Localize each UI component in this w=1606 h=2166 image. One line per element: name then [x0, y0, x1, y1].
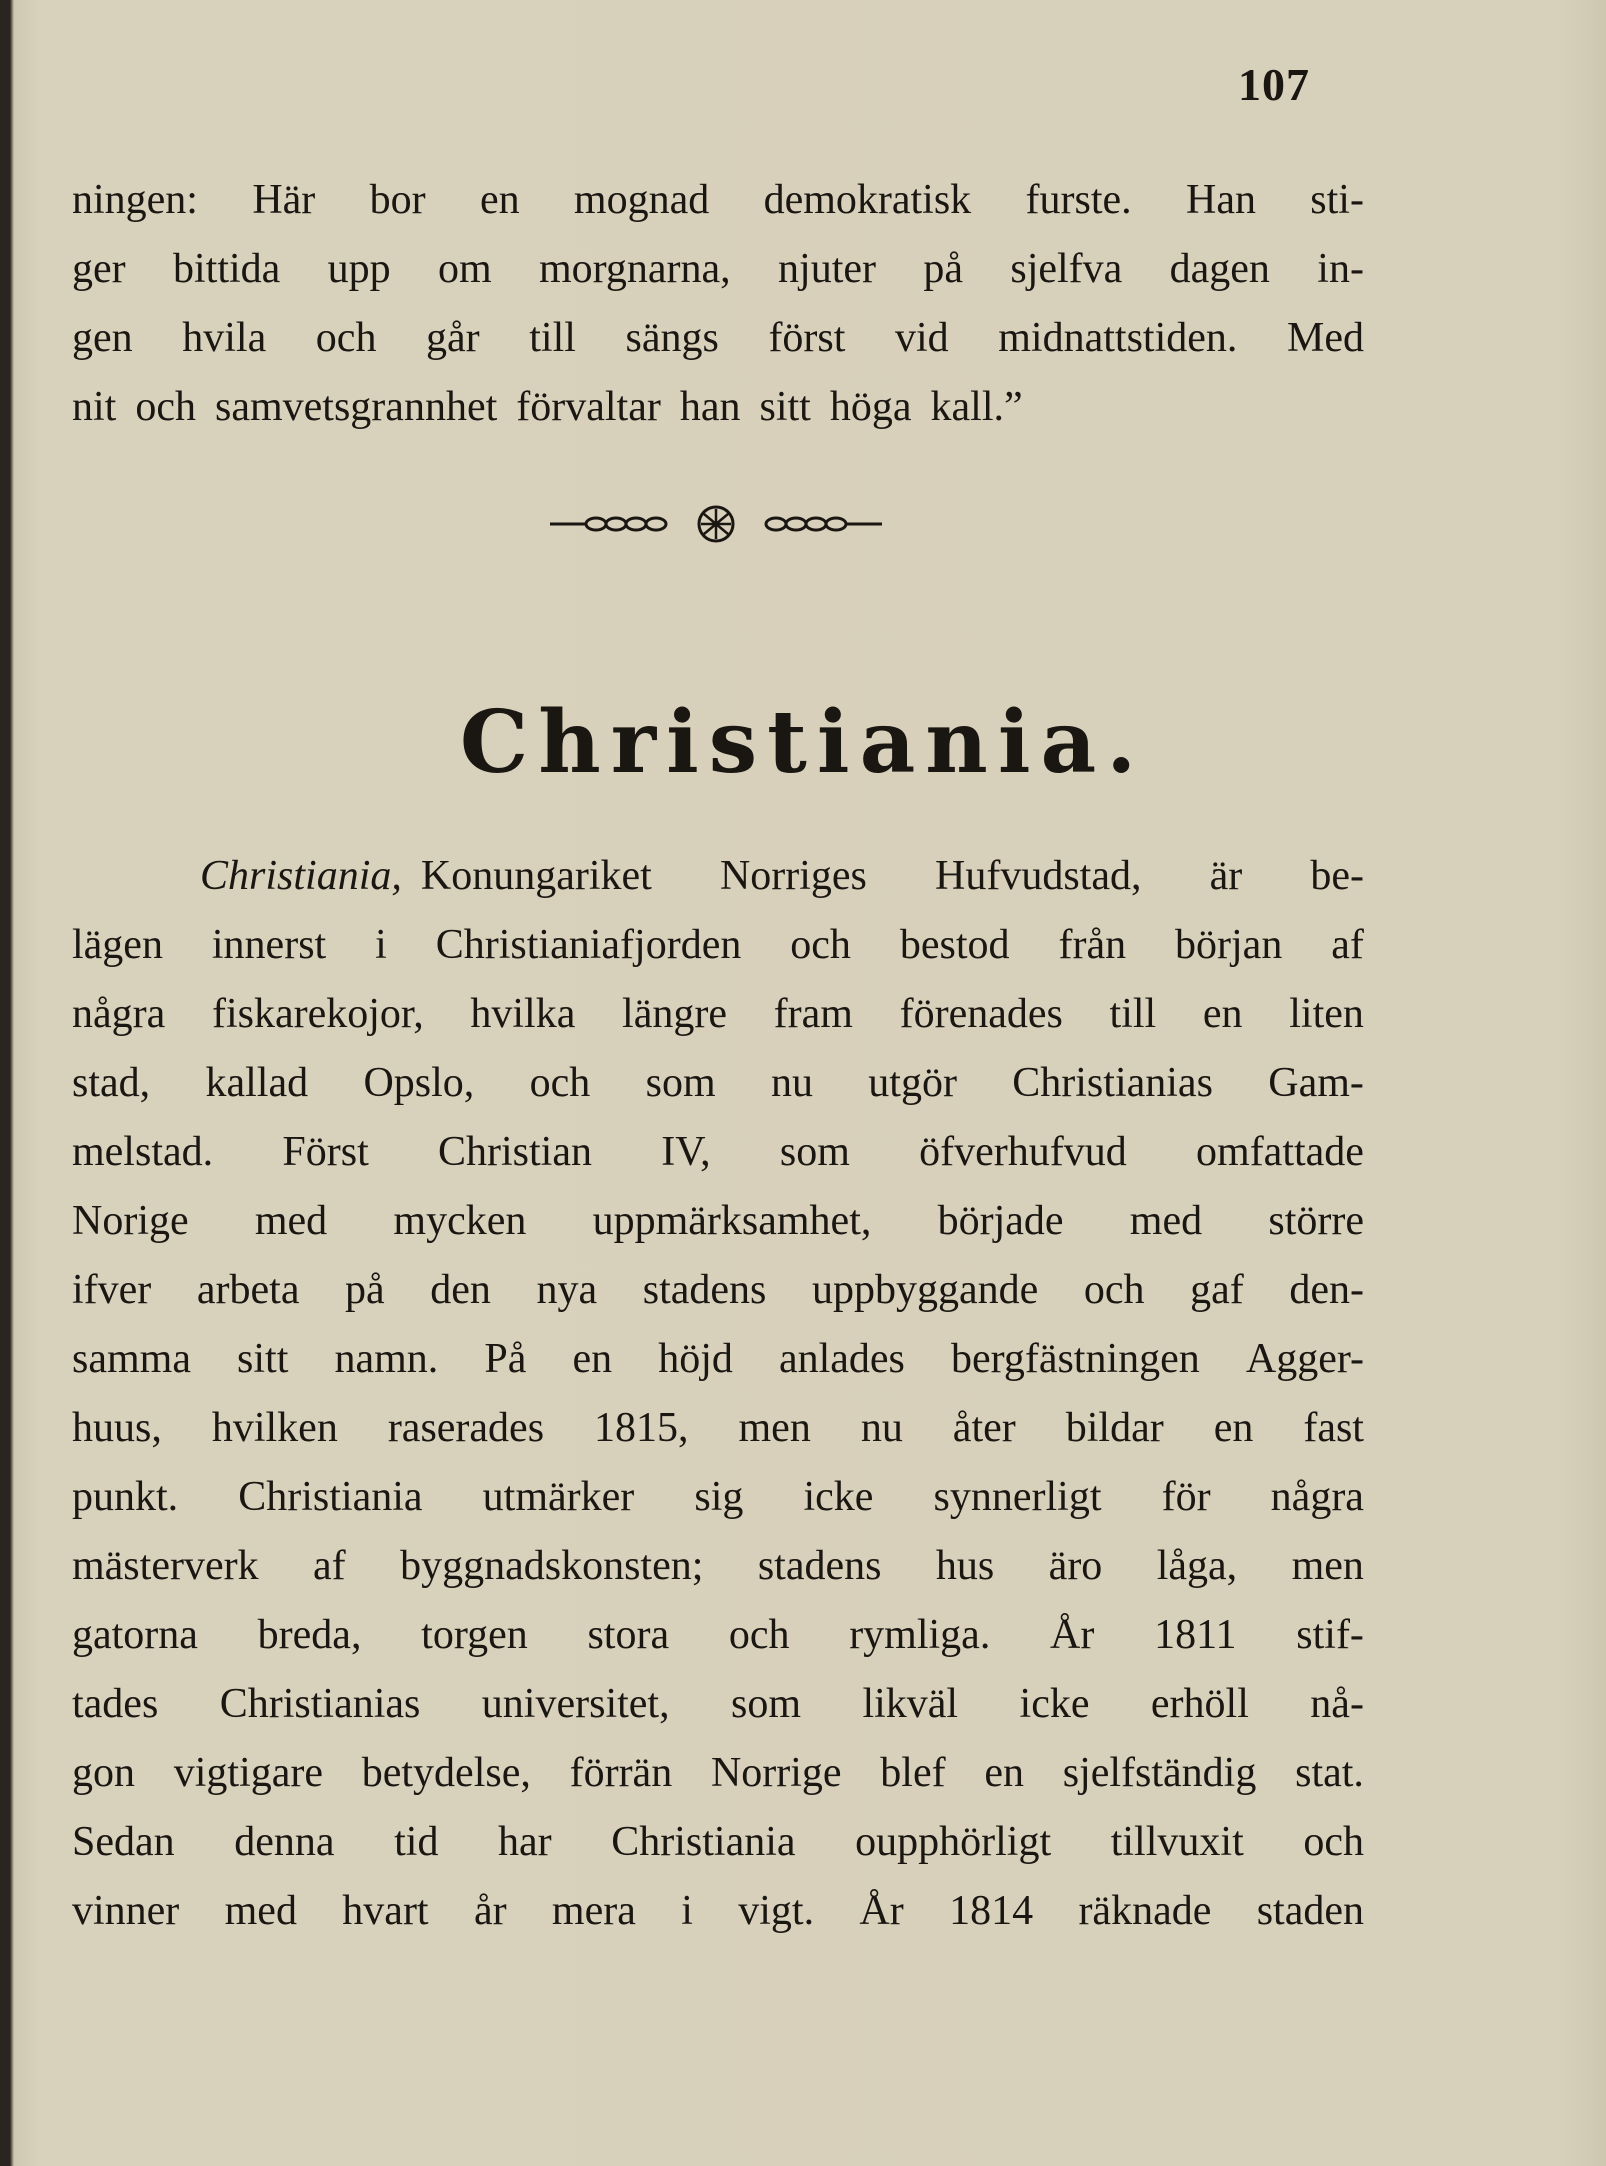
word: nå- [1310, 1681, 1364, 1727]
word: breda, [257, 1612, 362, 1658]
text-line [72, 304, 1364, 373]
word: Hufvudstad, [935, 853, 1142, 899]
word: Norige [72, 1198, 189, 1244]
word: sjelfva [1010, 246, 1123, 292]
word: höga [829, 384, 912, 430]
word: Christianias [219, 1681, 421, 1727]
word: Norriges [719, 853, 867, 899]
word: mästerverk [72, 1543, 259, 1589]
text-line [72, 1394, 1364, 1463]
word: nit [72, 384, 117, 430]
word: låga, [1156, 1543, 1238, 1589]
word: nya [536, 1267, 598, 1313]
word: som [731, 1681, 802, 1727]
word: 1815, [594, 1405, 689, 1451]
word: och [728, 1612, 790, 1658]
word: mognad [573, 177, 710, 223]
word: oupphörligt [855, 1819, 1052, 1865]
word: kallad [205, 1060, 309, 1106]
word: erhöll [1150, 1681, 1249, 1727]
word: nu [770, 1060, 813, 1106]
word: några [1270, 1474, 1364, 1520]
word: uppbyggande [811, 1267, 1039, 1313]
body-lines [72, 911, 1364, 1946]
word: vid [895, 315, 949, 361]
word: gon [72, 1750, 135, 1796]
word: huus, [72, 1405, 162, 1451]
word: in- [1317, 246, 1364, 292]
word: Christianias [1012, 1060, 1213, 1106]
word: be- [1310, 853, 1364, 899]
word: omfattade [1196, 1129, 1364, 1175]
word: melstad. [72, 1129, 214, 1175]
word: ningen: [72, 177, 198, 223]
word: i [375, 922, 387, 968]
word: ifver [72, 1267, 152, 1313]
word: namn. [334, 1336, 439, 1382]
word: en [984, 1750, 1024, 1796]
text-line [72, 911, 1364, 980]
word: hvilka [470, 991, 576, 1037]
word: förrän [569, 1750, 673, 1796]
word: demokratisk [763, 177, 972, 223]
word: äro [1048, 1543, 1103, 1589]
word: räknade [1078, 1888, 1212, 1934]
word: år [473, 1888, 507, 1934]
word: Agger- [1245, 1336, 1364, 1382]
text-line [72, 1670, 1364, 1739]
text-line [72, 1118, 1364, 1187]
word: den- [1289, 1267, 1364, 1313]
word: tillvuxit [1110, 1819, 1244, 1865]
word: med [254, 1198, 328, 1244]
word: staden [1256, 1888, 1364, 1934]
word: Han [1185, 177, 1256, 223]
word: tades [72, 1681, 159, 1727]
word: Först [282, 1129, 369, 1175]
word: sitt [759, 384, 811, 430]
word: af [313, 1543, 346, 1589]
word: början [1175, 922, 1283, 968]
ornamental-divider-icon [546, 502, 886, 546]
word: vinner [72, 1888, 180, 1934]
word: och [1083, 1267, 1145, 1313]
word: stad, [72, 1060, 151, 1106]
word: från [1058, 922, 1127, 968]
section-heading: Christiania. [459, 692, 1147, 793]
word: förenades [899, 991, 1063, 1037]
word: mera [551, 1888, 636, 1934]
word: År [1050, 1612, 1095, 1658]
word: mycken [393, 1198, 527, 1244]
lead-word: Christiania, [200, 853, 402, 899]
word: torgen [421, 1612, 528, 1658]
word: började [937, 1198, 1064, 1244]
word: sängs [625, 315, 719, 361]
word: sitt [237, 1336, 289, 1382]
text-line [72, 1877, 1364, 1946]
word: fram [773, 991, 853, 1037]
word: Med [1287, 315, 1364, 361]
word: bittida [172, 246, 281, 292]
page-number: 107 [1238, 59, 1310, 110]
word: en [479, 177, 520, 223]
word: som [645, 1060, 716, 1106]
word: icke [803, 1474, 874, 1520]
word: en [572, 1336, 613, 1382]
word: men [738, 1405, 811, 1451]
word: synnerligt [933, 1474, 1102, 1520]
word: denna [234, 1819, 335, 1865]
word: och [790, 922, 851, 968]
word: går [426, 315, 480, 361]
word: sjelfständig [1062, 1750, 1257, 1796]
text-line [72, 980, 1364, 1049]
first-line [72, 842, 1364, 911]
word: hvart [342, 1888, 429, 1934]
word: byggnadskonsten; [400, 1543, 704, 1589]
word: bergfästningen [950, 1336, 1200, 1382]
word: gatorna [72, 1612, 198, 1658]
word: Här [252, 177, 316, 223]
word: 1811 [1154, 1612, 1237, 1658]
word: arbeta [196, 1267, 300, 1313]
word: har [498, 1819, 552, 1865]
word: liten [1289, 991, 1364, 1037]
word: samvetsgrannhet [215, 384, 498, 430]
word: likväl [862, 1681, 959, 1727]
word: Christianiafjorden [435, 922, 742, 968]
word: innerst [211, 922, 327, 968]
text-line [72, 166, 1364, 235]
word: Norrige [710, 1750, 842, 1796]
text-line [72, 1325, 1364, 1394]
word: stadens [642, 1267, 767, 1313]
word: af [1331, 922, 1364, 968]
word: åter [952, 1405, 1016, 1451]
word: fiskarekojor, [211, 991, 424, 1037]
word: med [224, 1888, 297, 1934]
text-line [72, 1049, 1364, 1118]
word: vigt. [738, 1888, 815, 1934]
word: Christiania [238, 1474, 423, 1520]
word: morgnarna, [539, 246, 731, 292]
word: furste. [1025, 177, 1132, 223]
word: njuter [778, 246, 876, 292]
word: stora [587, 1612, 670, 1658]
word: han [679, 384, 741, 430]
word: rymliga. [849, 1612, 991, 1658]
word: fast [1303, 1405, 1364, 1451]
word: några [72, 991, 166, 1037]
word: stif- [1296, 1612, 1364, 1658]
word: i [681, 1888, 693, 1934]
word: en [1202, 991, 1243, 1037]
word: på [923, 246, 963, 292]
word: samma [72, 1336, 191, 1382]
word: men [1291, 1543, 1364, 1589]
word: uppmärksamhet, [592, 1198, 872, 1244]
text-line [72, 1739, 1364, 1808]
word: Opslo, [363, 1060, 475, 1106]
word: tid [394, 1819, 439, 1865]
word: År [859, 1888, 904, 1934]
word: Christiania [611, 1819, 796, 1865]
word: Sedan [72, 1819, 175, 1865]
word: en [1213, 1405, 1254, 1451]
continuation-paragraph [72, 166, 1364, 442]
text-line [72, 1808, 1364, 1877]
text-line [72, 1187, 1364, 1256]
word: raserades [387, 1405, 545, 1451]
word: sig [694, 1474, 744, 1520]
word: gaf [1190, 1267, 1244, 1313]
word: för [1161, 1474, 1211, 1520]
word: bildar [1065, 1405, 1164, 1451]
word: på [345, 1267, 385, 1313]
word: vigtigare [173, 1750, 324, 1796]
word: På [484, 1336, 527, 1382]
word: anlades [778, 1336, 905, 1382]
word: IV, [661, 1129, 711, 1175]
text-line [72, 1601, 1364, 1670]
word: bestod [899, 922, 1010, 968]
word: nu [860, 1405, 903, 1451]
word: upp [327, 246, 391, 292]
section-body [72, 842, 1364, 1946]
word: större [1268, 1198, 1364, 1244]
word: midnattstiden. [998, 315, 1238, 361]
word: Konungariket [420, 853, 652, 899]
word: dagen [1169, 246, 1270, 292]
word: bor [369, 177, 426, 223]
first-line-rest [421, 842, 1364, 911]
word: höjd [658, 1336, 733, 1382]
word: ger [72, 246, 126, 292]
word: förvaltar [516, 384, 661, 430]
word: till [529, 315, 576, 361]
word: om [438, 246, 492, 292]
word: utmärker [482, 1474, 635, 1520]
word: Gam- [1268, 1060, 1364, 1106]
text-line [72, 373, 1364, 442]
word: universitet, [481, 1681, 670, 1727]
word: stat. [1295, 1750, 1364, 1796]
word: stadens [757, 1543, 882, 1589]
word: lägen [72, 922, 163, 968]
word: och [1303, 1819, 1364, 1865]
word: först [768, 315, 846, 361]
word: icke [1019, 1681, 1090, 1727]
word: hvilken [211, 1405, 338, 1451]
word: längre [622, 991, 727, 1037]
word: öfverhufvud [919, 1129, 1127, 1175]
word: och [529, 1060, 591, 1106]
text-line [72, 235, 1364, 304]
word: och [315, 315, 377, 361]
word: 1814 [949, 1888, 1034, 1934]
word: med [1129, 1198, 1203, 1244]
word: sti- [1310, 177, 1364, 223]
text-line [72, 1463, 1364, 1532]
word: blef [880, 1750, 946, 1796]
word: gen [72, 315, 133, 361]
word: och [135, 384, 196, 430]
word: utgör [868, 1060, 957, 1106]
word: till [1109, 991, 1157, 1037]
word: den [430, 1267, 491, 1313]
word: hvila [182, 315, 267, 361]
word: punkt. [72, 1474, 179, 1520]
word: är [1209, 853, 1243, 899]
text-line [72, 1532, 1364, 1601]
word: hus [935, 1543, 995, 1589]
word: betydelse, [361, 1750, 531, 1796]
word: som [779, 1129, 850, 1175]
word: kall.” [930, 384, 1023, 430]
word: Christian [438, 1129, 592, 1175]
text-line [72, 1256, 1364, 1325]
